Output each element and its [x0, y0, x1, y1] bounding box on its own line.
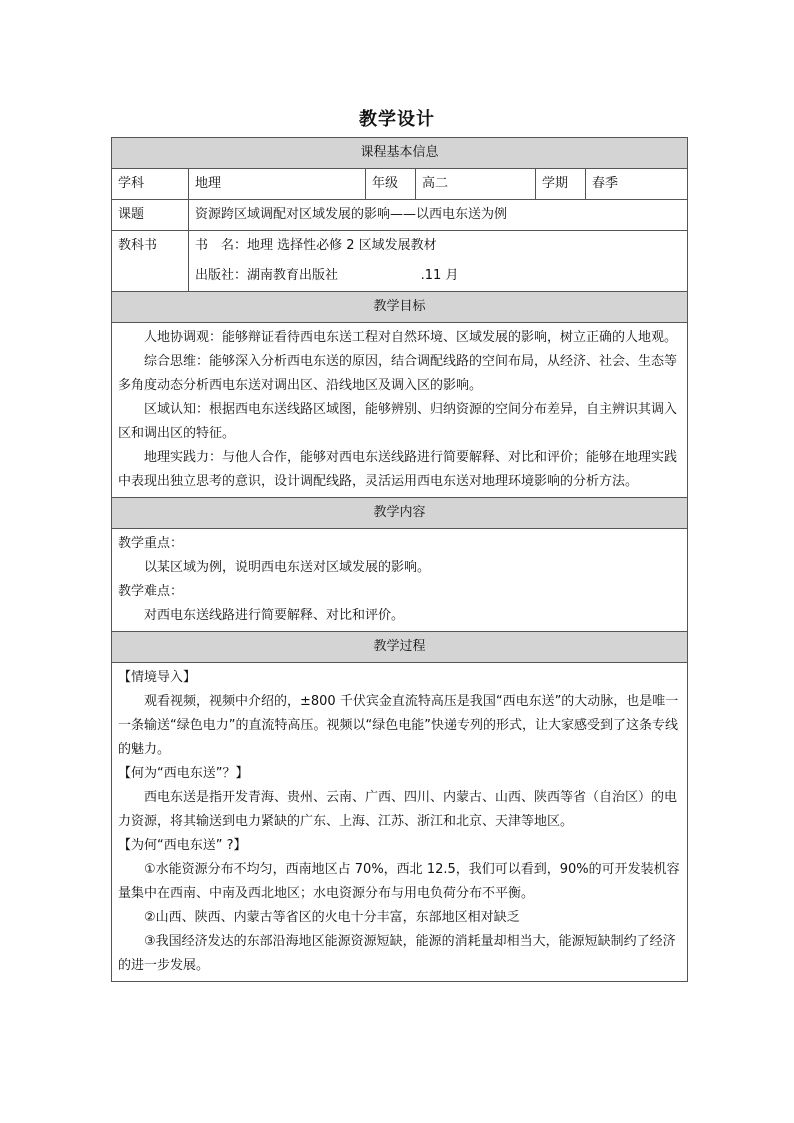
why-heading: 【为何“西电东送” ?】 — [118, 838, 247, 853]
objectives-body — [112, 323, 688, 498]
difficulty-text: 对西电东送线路进行简要解释、对比和评价。 — [144, 608, 405, 623]
content-header: 教学内容 — [112, 498, 688, 529]
objective-paragraph: 区域认知：根据西电东送线路区域图，能够辨别、归纳资源的空间分布差异，自主辨识其调入区和调出区的特征。 — [118, 402, 678, 441]
textbook-info — [189, 231, 688, 292]
topic-value: 资源跨区域调配对区域发展的影响——以西电东送为例 — [189, 200, 688, 231]
why-item: ②山西、陕西、内蒙古等省区的火电十分丰富，东部地区相对缺乏 — [144, 910, 520, 925]
term-value: 春季 — [586, 169, 688, 200]
objectives-header: 教学目标 — [112, 292, 688, 323]
process-body — [112, 663, 688, 982]
objective-paragraph: 综合思维：能够深入分析西电东送的原因，结合调配线路的空间布局，从经济、社会、生态等多角度动态分析西电东送对调出区、沿线地区及调入区的影响。 — [118, 354, 678, 393]
objective-paragraph: 地理实践力：与他人合作，能够对西电东送线路进行简要解释、对比和评价；能够在地理实践中表现出独立思考的意识，设计调配线路，灵活运用西电东送对地理环境影响的分析方法。 — [118, 450, 678, 489]
basic-info-header-row — [112, 138, 688, 169]
topic-row — [112, 200, 688, 231]
intro-text: 观看视频，视频中介绍的，±800 千伏宾金直流特高压是我国“西电东送”的大动脉，也是唯一一条输送“绿色电力”的直流特高压。视频以“绿色电能”快递专列的形式，让大家感受到了这条专线的魅力。 — [118, 694, 679, 757]
what-heading: 【何为“西电东送”？】 — [118, 766, 249, 781]
grade-label: 年级 — [366, 169, 416, 200]
key-point-label: 教学重点： — [118, 536, 184, 551]
document-title: 教学设计 — [359, 109, 435, 130]
process-header: 教学过程 — [112, 632, 688, 663]
basic-info-header: 课程基本信息 — [112, 138, 688, 169]
objectives-row — [112, 323, 688, 498]
term-label: 学期 — [536, 169, 586, 200]
content-row — [112, 529, 688, 632]
process-header-row — [112, 632, 688, 663]
process-row — [112, 663, 688, 982]
publisher-line: 出版社：湖南教育出版社 .11 月 — [195, 268, 459, 283]
lesson-plan-table — [111, 137, 688, 982]
book-name-line: 书 名：地理 选择性必修 2 区域发展教材 — [195, 238, 437, 253]
subject-row — [112, 169, 688, 200]
intro-heading: 【情境导入】 — [118, 670, 197, 685]
content-header-row — [112, 498, 688, 529]
objective-paragraph: 人地协调观：能够辩证看待西电东送工程对自然环境、区域发展的影响，树立正确的人地观。 — [144, 330, 678, 345]
key-point-text: 以某区域为例，说明西电东送对区域发展的影响。 — [144, 560, 431, 575]
textbook-row — [112, 231, 688, 292]
topic-label: 课题 — [112, 200, 189, 231]
textbook-label: 教科书 — [112, 231, 189, 292]
subject-value: 地理 — [189, 169, 366, 200]
why-item: ①水能资源分布不均匀，西南地区占 70%，西北 12.5，我们可以看到，90%的可开发装机容量集中在西南、中南及西北地区；水电资源分布与用电负荷分布不平衡。 — [118, 862, 680, 901]
grade-value: 高二 — [416, 169, 536, 200]
difficulty-label: 教学难点： — [118, 584, 184, 599]
subject-label: 学科 — [112, 169, 189, 200]
objectives-header-row — [112, 292, 688, 323]
what-text: 西电东送是指开发青海、贵州、云南、广西、四川、内蒙古、山西、陕西等省（自治区）的电力资源，将其输送到电力紧缺的广东、上海、江苏、浙江和北京、天津等地区。 — [118, 790, 678, 829]
content-body — [112, 529, 688, 632]
why-item: ③我国经济发达的东部沿海地区能源资源短缺，能源的消耗量却相当大，能源短缺制约了经济的进一步发展。 — [118, 934, 676, 973]
